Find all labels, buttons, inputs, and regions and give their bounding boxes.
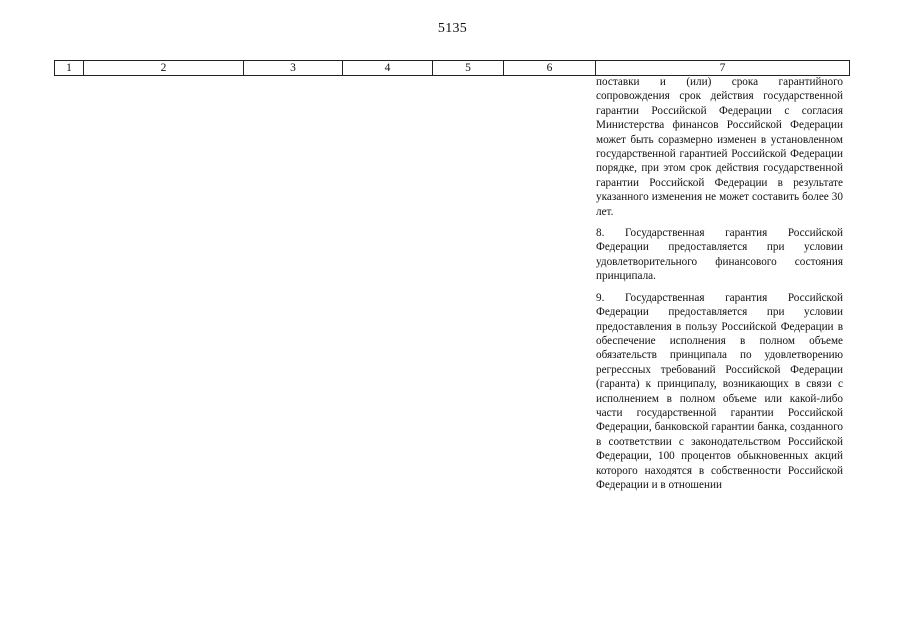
paragraph-8: 8. Государственная гарантия Российской Федерации предоставляется при условии удовлетворительного финансового состояния принципала.: [596, 227, 843, 283]
column-7-text: [596, 75, 843, 499]
column-header-1: 1: [55, 61, 84, 76]
paragraph-9: 9. Государственная гарантия Российской Федерации предоставляется при условии предоставления в пользу Российской Федерации в обеспечение исполнения в полном объеме обязательств принципала по удовлетворению регрессных требований Российской Федерации (гаранта) к принципалу, возникающих в связи с исполнением в полном объеме или какой-либо части государственной гарантии Российской Федерации, банковской гарантии банка, созданного в соответствии с законодательством Российской Федерации, 100 процентов обыкновенных акций которого находятся в собственности Российской Федерации и в отношении: [596, 291, 843, 491]
column-header-table: [54, 60, 850, 76]
page-number: 5135: [437, 21, 468, 36]
column-header-5: 5: [433, 61, 504, 76]
paragraph-continuation: поставки и (или) срока гарантийного сопровождения срок действия государственной гарантии Российской Федерации с согласия Министерства финансов Российской Федерации может быть соразмерно изменен в установленном государственной гарантией Российской Федерации порядке, при этом срок действия государственной гарантии Российской Федерации в результате указанного изменения не может составить более 30 лет.: [596, 76, 843, 218]
column-number-row: [55, 61, 850, 76]
column-header-4: 4: [343, 61, 433, 76]
column-header-3: 3: [244, 61, 343, 76]
column-header-7: 7: [596, 61, 850, 76]
column-header-6: 6: [504, 61, 596, 76]
column-header-2: 2: [84, 61, 244, 76]
